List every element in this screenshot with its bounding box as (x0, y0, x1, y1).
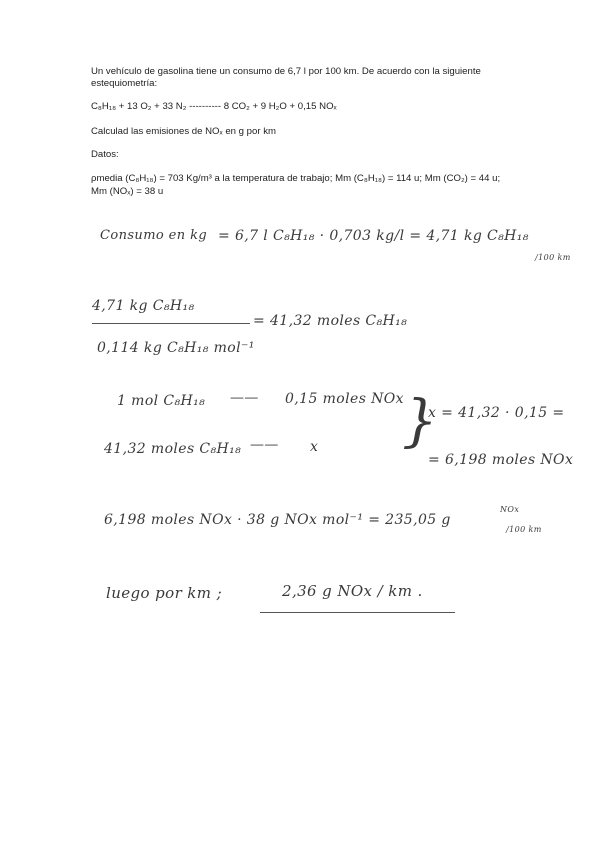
hw-rule-row2-right: x (310, 439, 319, 455)
hw-rule-row1-left: 1 mol C₈H₁₈ (117, 393, 206, 409)
data-line-2: Mm (NOₓ) = 38 u (91, 186, 164, 197)
hw-fraction-denominator: 0,114 kg C₈H₁₈ mol⁻¹ (97, 340, 255, 356)
hw-mass-unit-top: NOx (500, 505, 520, 514)
data-line-1: ρmedia (C₈H₁₈) = 703 Kg/m³ a la temperatura de trabajo; Mm (C₈H₁₈) = 114 u; Mm (CO₂) = 44 u; (91, 173, 501, 184)
data-title: Datos: (91, 149, 119, 160)
hw-rule-result-top: x = 41,32 · 0,15 = (428, 405, 565, 421)
hw-final-left: luego por km ; (106, 584, 223, 602)
hw-rule-row1-dash: —— (230, 390, 259, 406)
hw-consumption-label: Consumo en kg (100, 228, 208, 243)
hw-rule-row1-right: 0,15 moles NOx (285, 391, 404, 407)
hw-mass-line: 6,198 moles NOx · 38 g NOx mol⁻¹ = 235,05 g (104, 512, 451, 528)
hw-final-answer: 2,36 g NOx / km . (282, 582, 423, 600)
hw-brace: } (402, 389, 438, 454)
hw-moles-octane: = 41,32 moles C₈H₁₈ (253, 313, 408, 329)
question-text: Calculad las emisiones de NOₓ en g por km (91, 126, 276, 137)
hw-rule-row2-left: 41,32 moles C₈H₁₈ (104, 441, 242, 457)
problem-statement: Un vehículo de gasolina tiene un consumo de 6,7 l por 100 km. De acuerdo con la siguiente estequiometría: (91, 66, 481, 89)
reaction-equation: C₈H₁₈ + 13 O₂ + 33 N₂ ---------- 8 CO₂ + 9 H₂O + 0,15 NOₓ (91, 101, 337, 112)
hw-final-underline (260, 612, 455, 613)
hw-mass-unit-bottom: /100 km (506, 525, 542, 534)
hw-rule-result-bottom: = 6,198 moles NOx (428, 452, 574, 468)
hw-rule-row2-dash: —— (250, 437, 279, 453)
hw-per-100km: /100 km (535, 253, 571, 262)
hw-fraction-numerator: 4,71 kg C₈H₁₈ (92, 298, 195, 314)
hw-consumption-equation: = 6,7 l C₈H₁₈ · 0,703 kg/l = 4,71 kg C₈H₁₈ (218, 228, 529, 244)
hw-fraction-bar (92, 323, 250, 324)
